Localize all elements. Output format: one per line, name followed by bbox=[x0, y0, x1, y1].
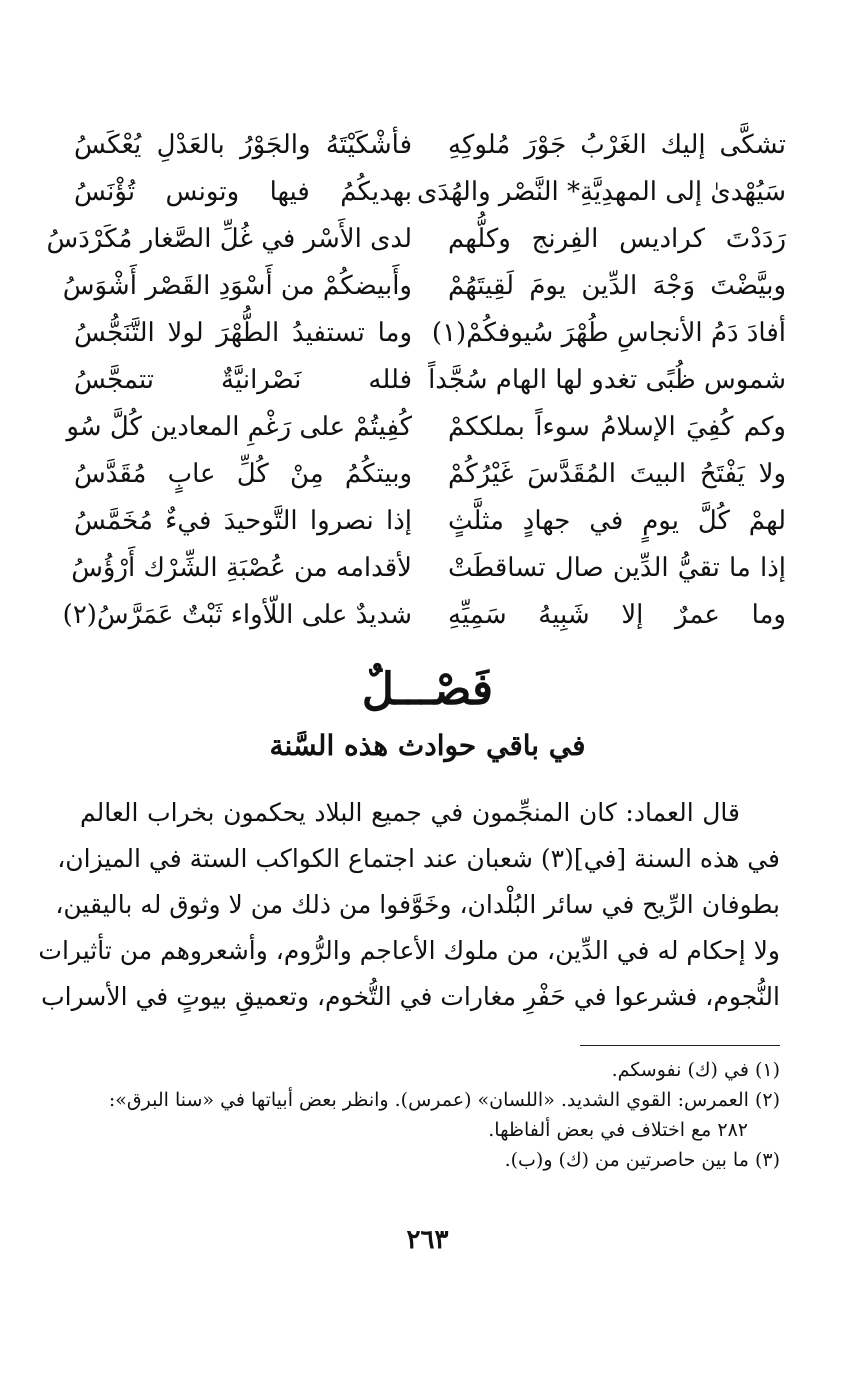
verse-first-hemistich: إذا ما تقيُّ الدِّين صال تساقطَتْ bbox=[448, 553, 786, 583]
verse-row bbox=[62, 263, 786, 309]
footnote-continuation: ٢٨٢ مع اختلاف في بعض ألفاظها. bbox=[488, 1119, 748, 1141]
poem-block bbox=[46, 122, 786, 642]
footnote: (٢) العمرس: القوي الشديد. «اللسان» (عمرس). وانظر بعض أبياتها في «سنا البرق»: bbox=[108, 1089, 780, 1111]
verse-row bbox=[74, 310, 786, 356]
verse-second-hemistich: وأَبيضكُمْ من أَسْوَدِ القَصْر أَشْوَسُ bbox=[62, 271, 412, 301]
verse-second-hemistich: وبيتكُمُ مِنْ كُلِّ عابٍ مُقَدَّسُ bbox=[74, 459, 412, 489]
footnote: (٣) ما بين حاصرتين من (ك) و(ب). bbox=[504, 1149, 780, 1171]
footnote-divider bbox=[580, 1045, 780, 1046]
verse-first-hemistich: شموس ظُبًى تغدو لها الهام سُجَّداً bbox=[428, 365, 786, 395]
footnote: (١) في (ك) نفوسكم. bbox=[611, 1059, 780, 1081]
page-number: ٢٦٣ bbox=[406, 1225, 449, 1255]
verse-first-hemistich: لهمْ كُلَّ يومٍ في جهادٍ مثلَّثٍ bbox=[448, 506, 786, 536]
section-title: فَصْـــلٌ bbox=[361, 664, 494, 715]
verse-row bbox=[74, 169, 786, 215]
verse-first-hemistich: رَدَدْتَ كراديس الفِرنج وكلُّهم bbox=[448, 224, 786, 254]
verse-second-hemistich: كُفِيتُمْ على رَغْمِ المعادين كُلَّ سُو bbox=[66, 412, 412, 442]
verse-row bbox=[74, 498, 786, 544]
body-line: في هذه السنة [في](٣) شعبان عند اجتماع الكواكب الستة في الميزان، bbox=[57, 844, 780, 873]
verse-second-hemistich: إذا نصروا التَّوحيدَ فيءٌ مُخَمَّسُ bbox=[74, 506, 412, 536]
section-subtitle: في باقي حوادث هذه السَّنة bbox=[269, 729, 586, 762]
verse-second-hemistich: بهديكُمُ فيها وتونس تُؤْنَسُ bbox=[74, 177, 412, 207]
body-paragraph bbox=[38, 790, 780, 1020]
body-line: قال العماد: كان المنجِّمون في جميع البلاد يحكمون بخراب العالم bbox=[80, 798, 740, 827]
verse-first-hemistich: أفادَ دَمُ الأنجاسِ طُهْرَ سُيوفكُمْ(١) bbox=[431, 318, 786, 348]
verse-first-hemistich: تشكَّى إليك الغَرْبُ جَوْرَ مُلوكِهِ bbox=[448, 130, 786, 160]
verse-first-hemistich: سَيُهْدىٰ إلى المهدِيَّةِ* النَّصْر والهُدَى bbox=[416, 177, 786, 207]
body-line: ولا إحكام له في الدِّين، من ملوك الأعاجم والرُّوم، وأشعروهم من تأثيرات bbox=[38, 936, 780, 965]
verse-second-hemistich: وما تستفيدُ الطُّهْرَ لولا التَّنَجُّسُ bbox=[74, 318, 412, 348]
verse-first-hemistich: ولا يَفْتَحُ البيتَ المُقَدَّسَ غَيْرُكُمْ bbox=[448, 459, 786, 489]
verse-second-hemistich: شديدٌ على اللّأواء ثَبْتٌ عَمَرَّسُ(٢) bbox=[62, 600, 412, 630]
verse-row bbox=[46, 216, 786, 262]
verse-row bbox=[66, 404, 786, 450]
verse-row bbox=[71, 545, 786, 591]
verse-row bbox=[74, 122, 786, 168]
verse-second-hemistich: فلله نَصْرانيَّةٌ تتمجَّسُ bbox=[74, 365, 412, 395]
body-line: النُّجوم، فشرعوا في حَفْرِ مغارات في التُّخوم، وتعميقِ بيوتٍ في الأسراب bbox=[41, 982, 780, 1011]
verse-second-hemistich: لدى الأَسْر في غُلِّ الصَّغار مُكَرْدَسُ bbox=[46, 224, 412, 254]
verse-row bbox=[74, 357, 786, 403]
verse-first-hemistich: وما عمرٌ إلا شَبِيهُ سَمِيِّهِ bbox=[448, 600, 786, 630]
verse-first-hemistich: وكم كُفِيَ الإسلامُ سوءاً بملككمْ bbox=[448, 412, 786, 442]
verse-second-hemistich: لأقدامه من عُصْبَةِ الشِّرْك أَرْؤُسُ bbox=[71, 553, 412, 583]
verse-row bbox=[62, 592, 786, 638]
footnotes bbox=[80, 1055, 780, 1175]
verse-row bbox=[74, 451, 786, 497]
body-line: بطوفان الرِّيح في سائر البُلْدان، وخَوَّفوا من ذلك من لا وثوق له باليقين، bbox=[55, 890, 780, 919]
verse-second-hemistich: فأشْكَيْتَهُ والجَوْرُ بالعَدْلِ يُعْكَسُ bbox=[74, 130, 412, 160]
verse-first-hemistich: وبيَّضْتَ وَجْهَ الدِّين يومَ لَقِيتَهُمْ bbox=[448, 271, 786, 301]
